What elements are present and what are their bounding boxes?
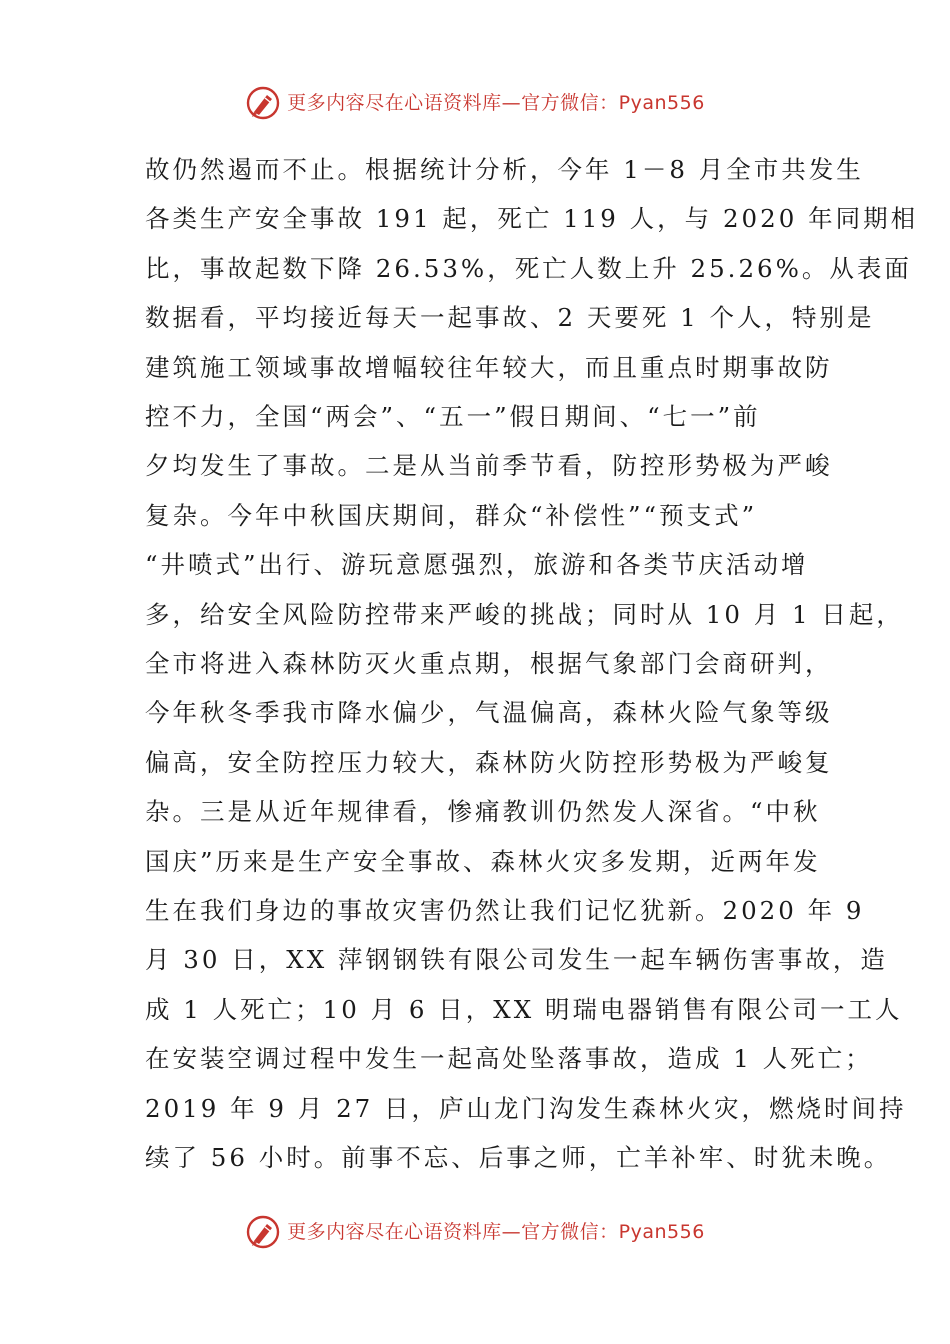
body-text-line: “井喷式”出行、游玩意愿强烈，旅游和各类节庆活动增 — [145, 550, 809, 580]
body-text-line: 比，事故起数下降 26.53%，死亡人数上升 25.26%。从表面 — [145, 253, 912, 283]
pen-logo-icon — [245, 85, 281, 121]
body-text-line: 控不力，全国“两会”、“五一”假日期间、“七一”前 — [145, 402, 761, 431]
body-text-line: 今年秋冬季我市降水偏少，气温偏高，森林火险气象等级 — [145, 698, 833, 728]
body-text-line: 建筑施工领域事故增幅较往年较大，而且重点时期事故防 — [145, 352, 833, 382]
body-text-line: 偏高，安全防控压力较大，森林防火防控形势极为严峻复 — [145, 747, 833, 777]
body-text-line: 数据看，平均接近每天一起事故、2 天要死 1 个人，特别是 — [145, 303, 875, 333]
body-text-line: 续了 56 小时。前事不忘、后事之师，亡羊补牢、时犹未晚。 — [145, 1143, 892, 1172]
body-text-line: 月 30 日，XX 萍钢钢铁有限公司发生一起车辆伤害事故，造 — [145, 945, 888, 975]
pen-logo-icon — [245, 1214, 281, 1250]
body-text-line: 夕均发生了事故。二是从当前季节看，防控形势极为严峻 — [145, 451, 833, 481]
body-text-line: 2019 年 9 月 27 日，庐山龙门沟发生森林火灾，燃烧时间持 — [145, 1093, 907, 1123]
body-text-line: 故仍然遏而不止。根据统计分析，今年 1－8 月全市共发生 — [145, 155, 864, 184]
footer-watermark — [0, 1212, 950, 1252]
body-text-line: 国庆”历来是生产安全事故、森林火灾多发期，近两年发 — [145, 846, 821, 876]
body-text-line: 杂。三是从近年规律看，惨痛教训仍然发人深省。“中秋 — [145, 797, 821, 827]
body-text-line: 复杂。今年中秋国庆期间，群众“补偿性”“预支式” — [145, 500, 758, 530]
body-text-line: 成 1 人死亡；10 月 6 日，XX 明瑞电器销售有限公司一工人 — [145, 994, 903, 1024]
body-text-line: 多，给安全风险防控带来严峻的挑战；同时从 10 月 1 日起， — [145, 599, 904, 629]
body-text-line: 各类生产安全事故 191 起，死亡 119 人，与 2020 年同期相 — [145, 204, 919, 234]
header-watermark — [0, 83, 950, 123]
watermark-text: 更多内容尽在心语资料库—官方微信：Pyan556 — [287, 1221, 705, 1243]
body-text-line: 全市将进入森林防灭火重点期，根据气象部门会商研判， — [145, 649, 833, 678]
body-text-line: 在安装空调过程中发生一起高处坠落事故，造成 1 人死亡； — [145, 1044, 873, 1074]
watermark-text: 更多内容尽在心语资料库—官方微信：Pyan556 — [287, 92, 705, 114]
body-text-line: 生在我们身边的事故灾害仍然让我们记忆犹新。2020 年 9 — [145, 896, 865, 925]
